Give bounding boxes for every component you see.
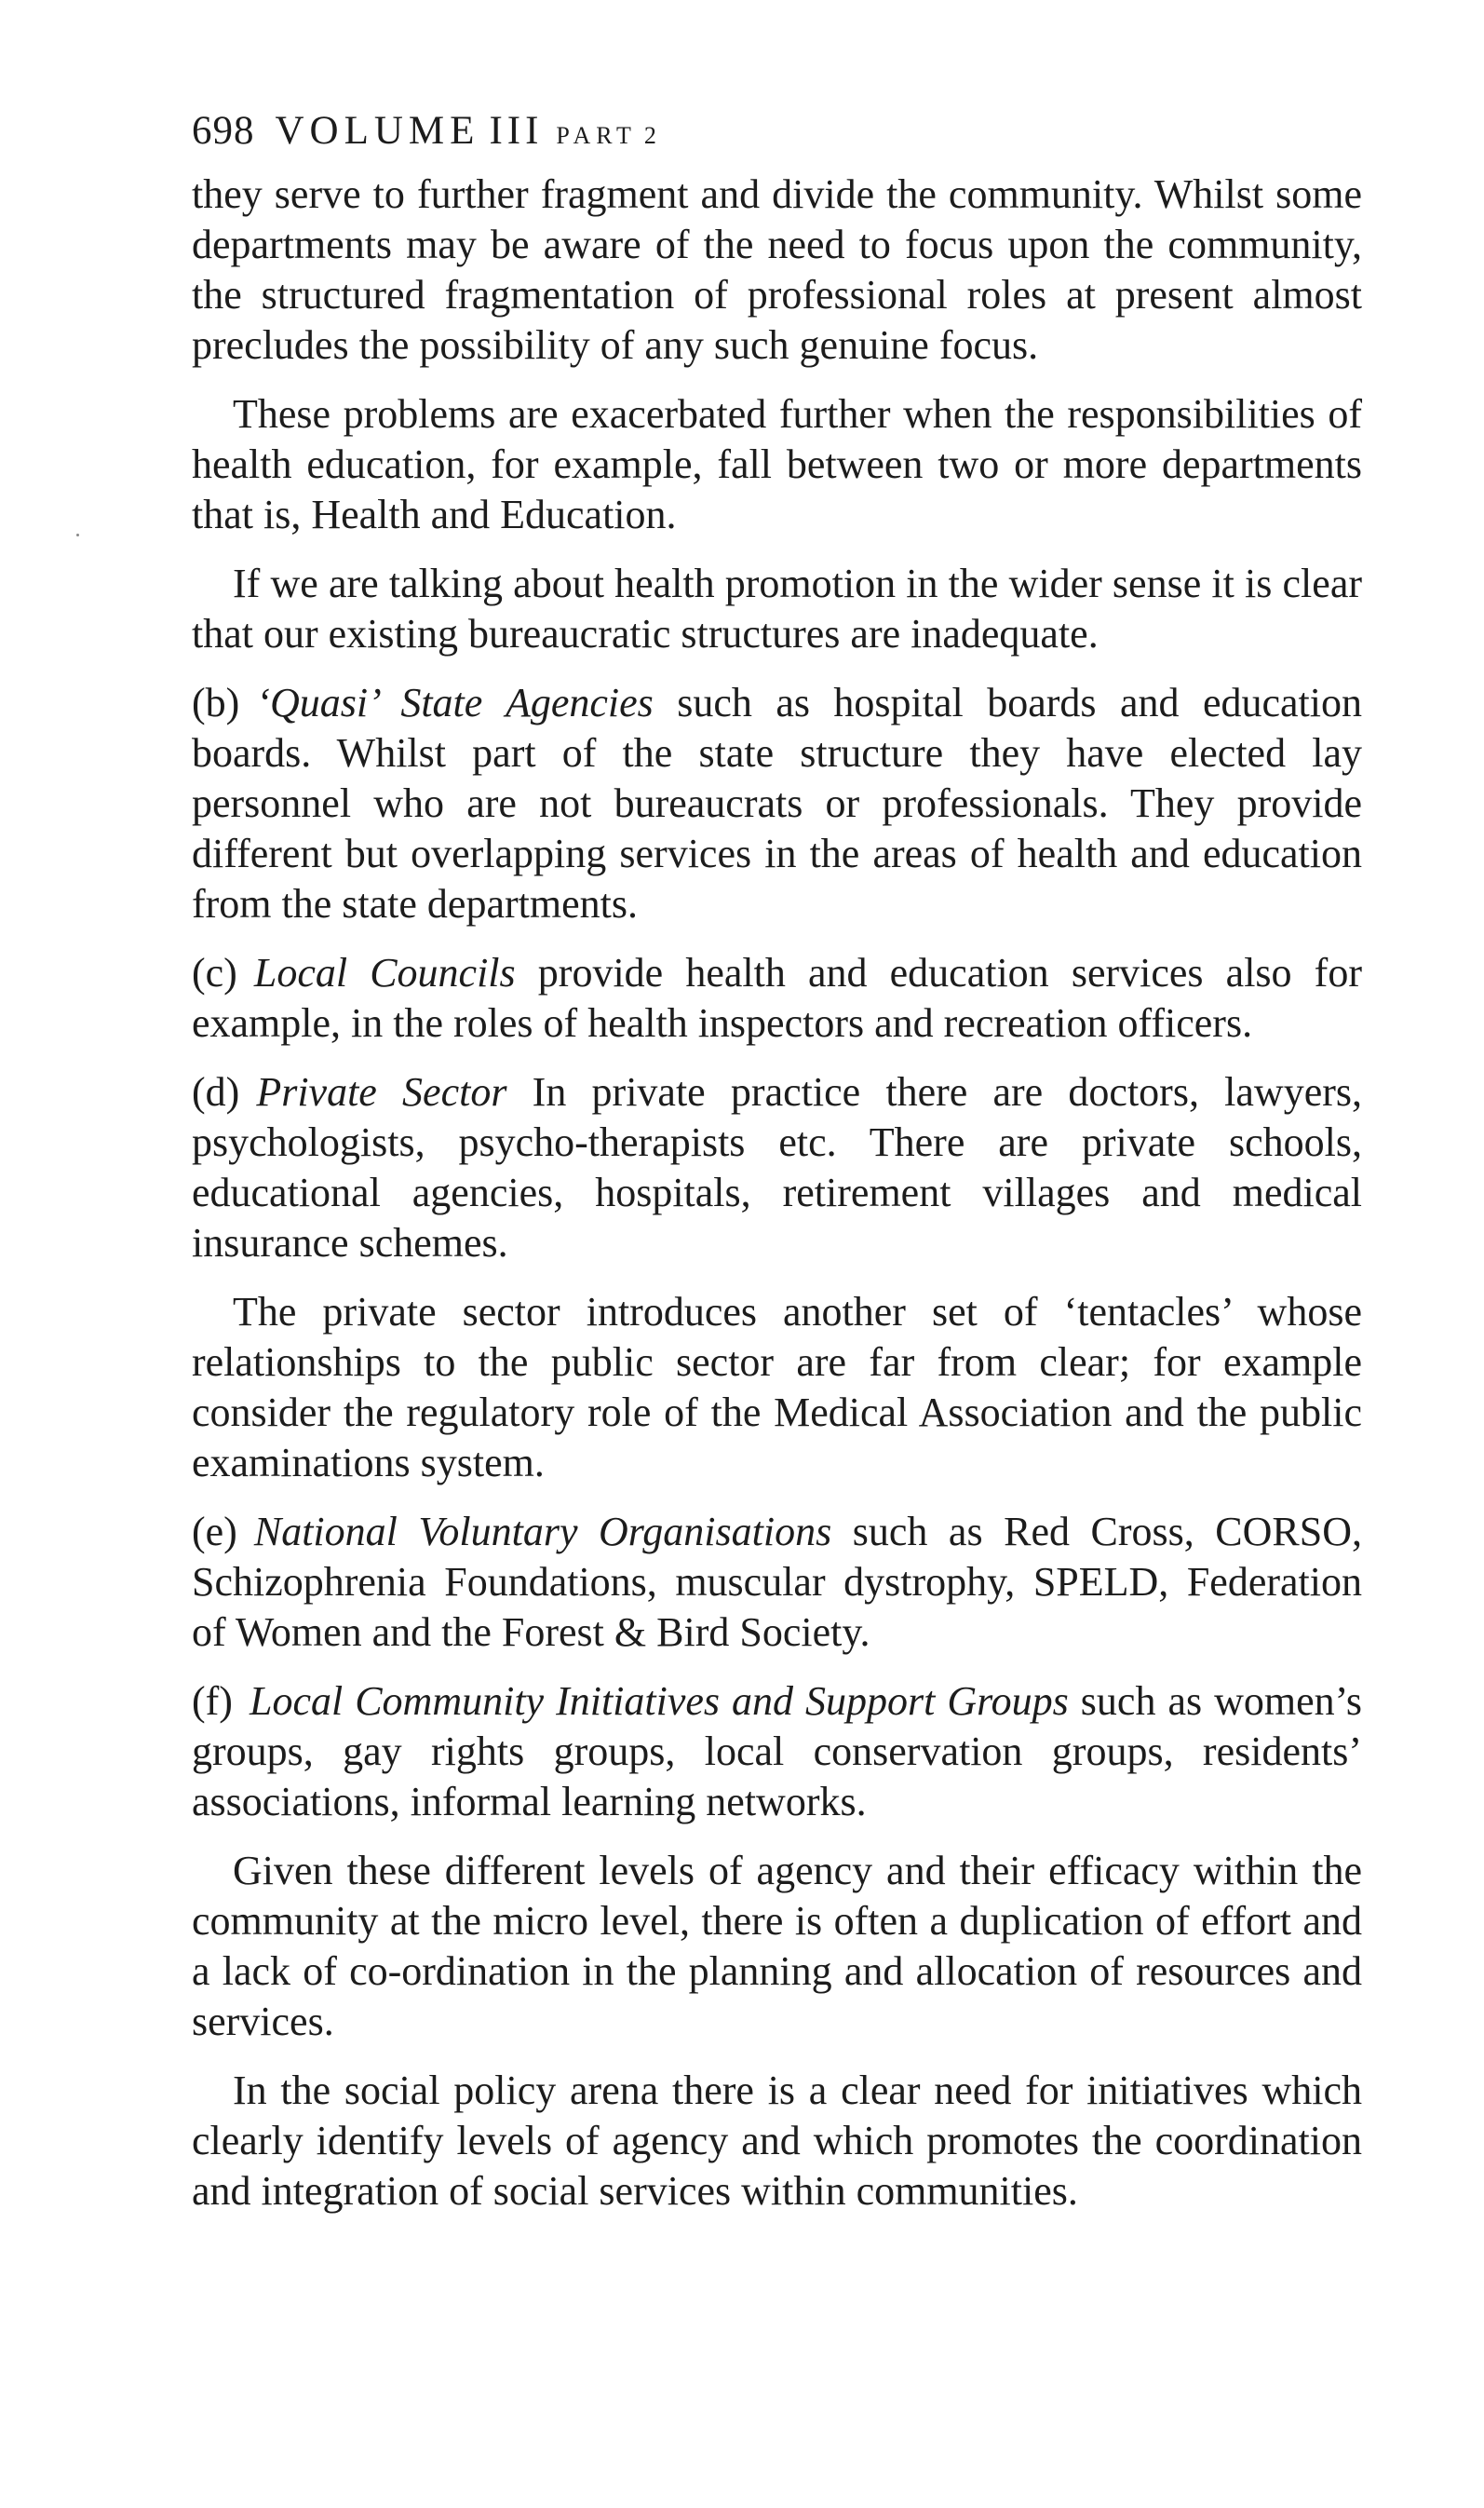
part-label: PART bbox=[556, 122, 637, 149]
list-item-c bbox=[192, 948, 1362, 1049]
list-label-e: (e) bbox=[192, 1509, 237, 1554]
volume-numeral: III bbox=[489, 109, 544, 153]
volume-label: VOLUME bbox=[275, 109, 480, 153]
list-label-b: (b) bbox=[192, 680, 240, 725]
paragraph-social-policy: In the social policy arena there is a clear need for initiatives which clearly identify levels of agency and which promotes the coordination and integration of social services within communities. bbox=[192, 2067, 1362, 2214]
list-label-f: (f) bbox=[192, 1678, 233, 1724]
list-item-b bbox=[192, 678, 1362, 929]
page bbox=[192, 107, 1362, 2235]
list-item-d bbox=[192, 1067, 1362, 1268]
page-number: 698 bbox=[192, 109, 255, 153]
paragraph-health-promotion: If we are talking about health promotion in the wider sense it is clear that our existing bureaucratic structures are inadequate. bbox=[192, 561, 1362, 657]
list-term-b: ‘Quasi’ State Agencies bbox=[256, 680, 654, 725]
part-number: 2 bbox=[643, 122, 657, 149]
list-text-e: such as Red Cross, CORSO, Schizophrenia Foundations, muscular dystrophy, SPELD, Federation of Women and the Forest & Bird Society. bbox=[192, 1509, 1362, 1655]
margin-speck bbox=[76, 534, 79, 536]
paragraph-levels-of-agency: Given these different levels of agency and their efficacy within the community at the micro level, there is often a duplication of effort and a lack of co-ordination in the planning and allocation of resources and services. bbox=[192, 1848, 1362, 2044]
list-text-b: such as hospital boards and education boards. Whilst part of the state structure they have elected lay personnel who are not bureaucrats or professionals. They provide different but overlapping services in the areas of health and education from the state departments. bbox=[192, 680, 1362, 927]
list-text-f: such as women’s groups, gay rights groups, local conservation groups, residents’ associations, informal learning networks. bbox=[192, 1678, 1362, 1824]
running-head bbox=[192, 107, 1362, 160]
list-term-d: Private Sector bbox=[256, 1069, 507, 1115]
list-text-c: provide health and education services also for example, in the roles of health inspectors and recreation officers. bbox=[192, 950, 1362, 1046]
paragraph-continued: they serve to further fragment and divide the community. Whilst some departments may be aware of the need to focus upon the community, the structured fragmentation of professional roles at present almost precludes the possibility of any such genuine focus. bbox=[192, 171, 1362, 368]
list-text-d: In private practice there are doctors, lawyers, psychologists, psycho-therapists etc. There are private schools, educational agencies, hospitals, retirement villages and medical insurance schemes. bbox=[192, 1069, 1362, 1266]
list-term-c: Local Councils bbox=[253, 950, 516, 996]
list-label-c: (c) bbox=[192, 950, 237, 996]
paragraph-health-education: These problems are exacerbated further when the responsibilities of health education, for example, fall between two or more departments that is, Health and Education. bbox=[192, 391, 1362, 537]
list-term-f: Local Community Initiatives and Support Groups bbox=[249, 1678, 1069, 1724]
body-text bbox=[192, 169, 1362, 2217]
list-label-d: (d) bbox=[192, 1069, 240, 1115]
paragraph-private-sector: The private sector introduces another set of ‘tentacles’ whose relationships to the public sector are far from clear; for example consider the regulatory role of the Medical Association and the public examinations system. bbox=[192, 1289, 1362, 1485]
list-item-e bbox=[192, 1507, 1362, 1658]
list-term-e: National Voluntary Organisations bbox=[253, 1509, 832, 1554]
list-item-f bbox=[192, 1676, 1362, 1827]
